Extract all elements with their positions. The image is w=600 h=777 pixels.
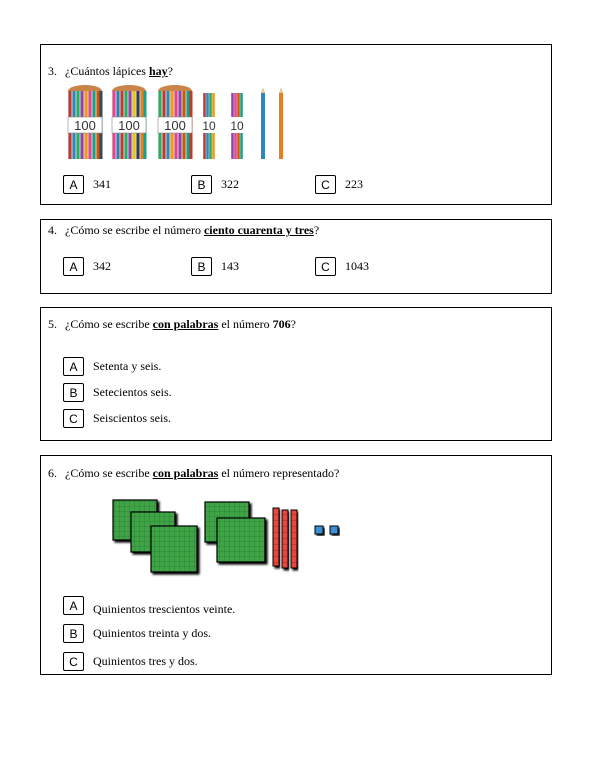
pencil-bundle-10 <box>202 93 216 159</box>
question-3-prompt: 3. ¿Cuántos lápices hay? <box>48 64 173 78</box>
option-text: Setenta y seis. <box>93 359 162 373</box>
option-letter-box: B <box>63 624 84 643</box>
base-ten-blocks-image <box>109 496 349 578</box>
bundle-label: 10 <box>202 119 216 133</box>
option-letter-box: B <box>191 175 212 194</box>
unit-cube <box>330 526 338 534</box>
question-4-box <box>40 219 552 294</box>
question-3-option-a[interactable] <box>63 175 111 194</box>
option-text: Seiscientos seis. <box>93 411 171 425</box>
question-5-option-a[interactable] <box>63 357 161 376</box>
ten-rod <box>282 510 288 568</box>
option-letter-box: A <box>63 257 84 276</box>
option-text: Setecientos seis. <box>93 385 172 399</box>
option-letter-box: B <box>63 383 84 402</box>
pencil-bundle-10 <box>230 93 244 159</box>
option-text: 341 <box>93 177 111 191</box>
option-letter-box: C <box>63 409 84 428</box>
option-text: 322 <box>221 177 239 191</box>
question-4-option-c[interactable] <box>315 257 369 276</box>
option-letter-box: A <box>63 175 84 194</box>
bundle-label: 10 <box>230 119 244 133</box>
option-text: 1043 <box>345 259 369 273</box>
question-3-option-c[interactable] <box>315 175 363 194</box>
option-letter-box: B <box>191 257 212 276</box>
pencil-bundle-100 <box>158 85 192 159</box>
question-3-option-b[interactable] <box>191 175 239 194</box>
bundle-label: 100 <box>164 118 186 133</box>
option-text: 143 <box>221 259 239 273</box>
question-4-option-b[interactable] <box>191 257 239 276</box>
question-6-prompt: 6. ¿Cómo se escribe con palabras el número representado? <box>48 466 340 480</box>
option-text: Quinientos treinta y dos. <box>93 626 211 640</box>
option-text: Quinientos trescientos veinte. <box>93 602 236 616</box>
hundred-flat <box>217 518 265 562</box>
question-4-prompt: 4. ¿Cómo se escribe el número ciento cuarenta y tres? <box>48 223 320 237</box>
bundle-label: 100 <box>74 118 96 133</box>
option-text: Quinientos tres y dos. <box>93 654 198 668</box>
single-pencil <box>261 87 265 159</box>
unit-cube <box>315 526 323 534</box>
pencil-bundle-100 <box>112 85 146 159</box>
question-5-option-b[interactable] <box>63 383 172 402</box>
option-letter-box: C <box>315 175 336 194</box>
bundle-label: 100 <box>118 118 140 133</box>
question-3-box <box>40 44 552 205</box>
option-letter-box: C <box>63 652 84 671</box>
option-letter-box: A <box>63 357 84 376</box>
question-6-box <box>40 455 552 675</box>
pencils-image <box>65 83 287 163</box>
option-text: 342 <box>93 259 111 273</box>
question-6-option-a[interactable] <box>63 594 235 617</box>
question-5-option-c[interactable] <box>63 409 171 428</box>
pencil-bundle-100 <box>68 85 102 159</box>
question-5-prompt: 5. ¿Cómo se escribe con palabras el número 706? <box>48 317 296 331</box>
question-6-option-b[interactable] <box>63 624 211 643</box>
ten-rod <box>291 510 297 568</box>
single-pencil <box>279 87 283 159</box>
question-5-box <box>40 307 552 441</box>
option-letter-box: C <box>315 257 336 276</box>
hundred-flat <box>151 526 197 572</box>
option-letter-box: A <box>63 596 84 615</box>
question-6-option-c[interactable] <box>63 652 198 671</box>
question-4-option-a[interactable] <box>63 257 111 276</box>
option-text: 223 <box>345 177 363 191</box>
ten-rod <box>273 508 279 566</box>
